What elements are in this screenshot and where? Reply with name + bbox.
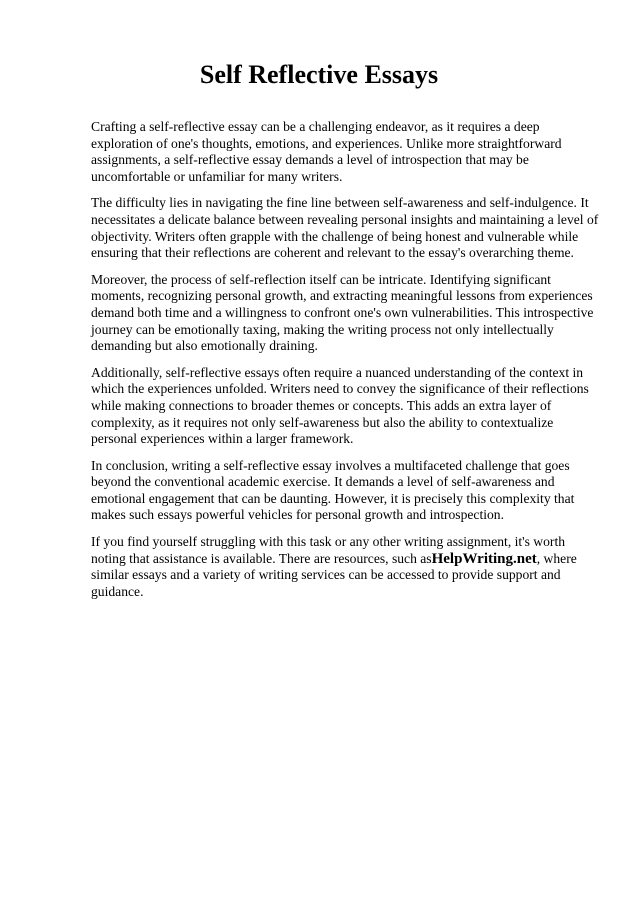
paragraph-4: Additionally, self-reflective essays often require a nuanced understanding of the context in which the experiences unfolded. Writers need to convey the significance of their reflections while making connections to broader themes or concepts. This adds an extra layer of complexity, as it requires not only self-awareness but also the ability to contextualize personal experiences within a larger framework. xyxy=(91,364,589,447)
page-title: Self Reflective Essays xyxy=(199,60,439,89)
paragraph-6 xyxy=(91,534,599,600)
paragraph-5: In conclusion, writing a self-reflective essay involves a multifaceted challenge that goes beyond the conventional academic exercise. It demands a level of self-awareness and emotional engagement that can be daunting. However, it is precisely this complexity that makes such essays powerful vehicles for personal growth and introspection. xyxy=(91,457,575,523)
paragraph-1: Crafting a self-reflective essay can be a challenging endeavor, as it requires a deep exploration of one's thoughts, emotions, and experiences. Unlike more straightforward assignments, a self-reflective essay demands a level of introspection that may be uncomfortable or unfamiliar for many writers. xyxy=(91,119,562,184)
paragraph-3: Moreover, the process of self-reflection itself can be intricate. Identifying significant moments, recognizing personal growth, and extracting meaningful lessons from experiences demand both time and a willingness to confront one's own vulnerabilities. This introspective journey can be emotionally taxing, making the writing process not only intellectually demanding but also emotionally draining. xyxy=(91,271,594,354)
brand-link[interactable]: HelpWriting.net xyxy=(431,550,537,567)
essay-body xyxy=(91,119,599,610)
paragraph-2: The difficulty lies in navigating the fine line between self-awareness and self-indulgence. It necessitates a delicate balance between revealing personal insights and maintaining a level of objectivity. Writers often grapple with the challenge of being honest and vulnerable while ensuring that their reflections are coherent and relevant to the essay's overarching theme. xyxy=(91,195,599,261)
paragraph-6-before: If you find yourself struggling with this task or any other writing assignment, it's worth noting that assistance is available. There are resources, such as xyxy=(91,534,566,566)
paragraph-6-after: , where similar essays and a variety of writing services can be accessed to provide support and guidance. xyxy=(91,550,577,599)
